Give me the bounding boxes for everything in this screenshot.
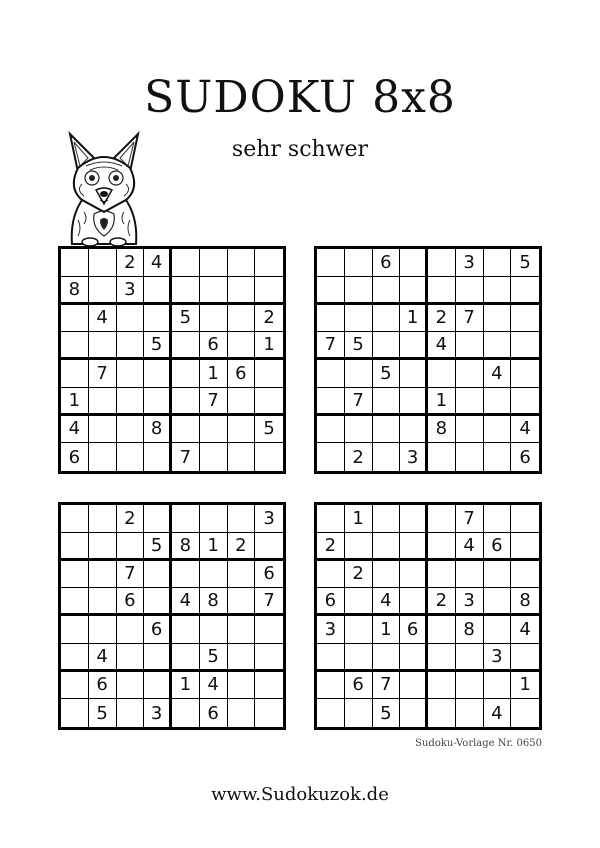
sudoku-cell	[456, 277, 484, 305]
sudoku-cell	[228, 249, 256, 277]
sudoku-cell: 5	[144, 533, 172, 561]
sudoku-cell	[484, 443, 512, 471]
sudoku-cell	[511, 277, 539, 305]
sudoku-cell	[345, 533, 373, 561]
sudoku-cell	[428, 644, 456, 672]
sudoku-cell	[373, 505, 401, 533]
sudoku-cell: 4	[428, 332, 456, 360]
sudoku-cell	[373, 305, 401, 333]
sudoku-cell: 6	[144, 616, 172, 644]
sudoku-cell: 1	[400, 305, 428, 333]
sudoku-cell	[345, 249, 373, 277]
sudoku-cell: 5	[172, 305, 200, 333]
sudoku-cell	[400, 644, 428, 672]
sudoku-cell	[400, 505, 428, 533]
sudoku-cell	[172, 332, 200, 360]
sudoku-cell	[117, 616, 145, 644]
sudoku-cell	[317, 388, 345, 416]
sudoku-cell	[428, 505, 456, 533]
sudoku-cell: 6	[519, 446, 531, 468]
sudoku-cell	[255, 388, 283, 416]
sudoku-cell: 4	[61, 416, 89, 444]
sudoku-cell	[373, 332, 401, 360]
sudoku-cell	[228, 305, 256, 333]
sudoku-cell	[484, 277, 512, 305]
sudoku-cell: 6	[200, 699, 228, 727]
sudoku-cell	[200, 505, 228, 533]
sudoku-cell	[89, 277, 117, 305]
sudoku-cell	[117, 388, 145, 416]
sudoku-cell	[117, 644, 145, 672]
sudoku-cell	[255, 443, 283, 471]
sudoku-cell	[345, 305, 373, 333]
sudoku-cell	[228, 443, 256, 471]
sudoku-cell	[228, 588, 256, 616]
sudoku-cell	[255, 249, 283, 277]
sudoku-cell: 6	[484, 533, 512, 561]
sudoku-cell	[172, 249, 200, 277]
sudoku-cell: 7	[172, 443, 200, 471]
sudoku-cell: 2	[228, 533, 256, 561]
sudoku-cell	[456, 561, 484, 589]
sudoku-cell	[345, 699, 373, 727]
sudoku-cell	[456, 672, 484, 700]
sudoku-cell: 6	[61, 443, 89, 471]
sudoku-cell	[172, 505, 200, 533]
sudoku-cell: 7	[89, 360, 117, 388]
sudoku-cell	[228, 644, 256, 672]
sudoku-cell	[144, 360, 172, 388]
sudoku-cell	[400, 332, 428, 360]
sudoku-cell	[172, 616, 200, 644]
sudoku-cell: 6	[228, 360, 256, 388]
sudoku-cell	[228, 416, 256, 444]
sudoku-cell	[89, 416, 117, 444]
sudoku-cell: 4	[484, 360, 512, 388]
sudoku-cell	[117, 416, 145, 444]
sudoku-cell	[144, 505, 172, 533]
sudoku-cell	[428, 249, 456, 277]
sudoku-cell: 6	[200, 332, 228, 360]
sudoku-cell	[228, 277, 256, 305]
sudoku-cell: 4	[484, 699, 512, 727]
sudoku-cell	[89, 332, 117, 360]
sudoku-cell: 4	[456, 533, 484, 561]
sudoku-cell: 5	[144, 332, 172, 360]
sudoku-cell	[484, 388, 512, 416]
sudoku-cell	[484, 332, 512, 360]
sudoku-cell	[511, 533, 539, 561]
sudoku-cell: 1	[200, 360, 228, 388]
sudoku-cell	[428, 360, 456, 388]
sudoku-cell	[400, 388, 428, 416]
sudoku-cell	[61, 360, 89, 388]
sudoku-cell	[61, 332, 89, 360]
sudoku-cell: 8	[172, 533, 200, 561]
sudoku-cell: 5	[511, 249, 539, 277]
sudoku-cell: 4	[89, 305, 117, 333]
sudoku-cell: 2	[255, 305, 283, 333]
sudoku-cell: 1	[373, 616, 401, 644]
sudoku-cell: 8	[428, 416, 456, 444]
sudoku-cell	[511, 505, 539, 533]
sudoku-cell: 3	[456, 249, 484, 277]
sudoku-cell	[345, 644, 373, 672]
sudoku-cell: 3	[484, 644, 512, 672]
sudoku-cell	[456, 443, 484, 471]
sudoku-cell	[317, 443, 345, 471]
sudoku-cell	[172, 644, 200, 672]
sudoku-cell	[456, 388, 484, 416]
sudoku-cell: 5	[200, 644, 228, 672]
sudoku-cell: 6	[117, 588, 145, 616]
sudoku-cell	[61, 616, 89, 644]
sudoku-cell	[400, 699, 428, 727]
sudoku-cell	[89, 616, 117, 644]
sudoku-cell: 8	[144, 416, 172, 444]
sudoku-cell	[61, 249, 89, 277]
sudoku-cell	[317, 699, 345, 727]
sudoku-cell	[228, 388, 256, 416]
template-number: Sudoku-Vorlage Nr. 0650	[415, 738, 542, 749]
sudoku-cell	[373, 443, 401, 471]
sudoku-cell: 6	[373, 249, 401, 277]
sudoku-cell	[144, 443, 172, 471]
sudoku-cell	[484, 249, 512, 277]
sudoku-cell: 7	[200, 388, 228, 416]
fox-mandala-icon	[56, 128, 152, 246]
sudoku-cell: 5	[345, 332, 373, 360]
sudoku-cell	[484, 561, 512, 589]
sudoku-cell	[484, 672, 512, 700]
sudoku-cell: 4	[373, 588, 401, 616]
sudoku-cell	[400, 588, 428, 616]
sudoku-cell	[317, 416, 345, 444]
sudoku-cell: 1	[428, 388, 456, 416]
page-title: SUDOKU 8x8	[144, 72, 456, 123]
sudoku-cell: 7	[317, 332, 345, 360]
sudoku-cell	[484, 416, 512, 444]
sudoku-cell	[89, 561, 117, 589]
sudoku-cell	[200, 616, 228, 644]
sudoku-cell	[255, 699, 283, 727]
sudoku-cell	[373, 388, 401, 416]
sudoku-cell	[172, 416, 200, 444]
sudoku-cell	[511, 332, 539, 360]
sudoku-cell: 2	[428, 588, 456, 616]
sudoku-cell	[228, 332, 256, 360]
sudoku-cell	[317, 505, 345, 533]
sudoku-cell: 4	[144, 249, 172, 277]
sudoku-cell	[400, 277, 428, 305]
sudoku-cell	[317, 249, 345, 277]
sudoku-cell	[317, 305, 345, 333]
sudoku-cell	[61, 305, 89, 333]
sudoku-cell	[345, 588, 373, 616]
sudoku-cell	[200, 305, 228, 333]
sudoku-cell	[400, 561, 428, 589]
sudoku-cell	[345, 360, 373, 388]
sudoku-cell: 2	[317, 533, 345, 561]
sudoku-cell: 7	[456, 505, 484, 533]
sudoku-cell: 5	[89, 699, 117, 727]
sudoku-grid-1	[58, 246, 286, 474]
sudoku-cell	[456, 416, 484, 444]
sudoku-cell	[317, 644, 345, 672]
sudoku-cell: 4	[511, 616, 539, 644]
sudoku-cell	[317, 561, 345, 589]
sudoku-cell	[456, 332, 484, 360]
sudoku-cell	[117, 672, 145, 700]
sudoku-cell: 5	[373, 360, 401, 388]
sudoku-cell: 8	[456, 616, 484, 644]
sudoku-cell	[255, 533, 283, 561]
sudoku-cell	[317, 672, 345, 700]
sudoku-cell	[255, 360, 283, 388]
sudoku-cell	[400, 416, 428, 444]
sudoku-cell: 6	[317, 588, 345, 616]
sudoku-cell	[144, 672, 172, 700]
sudoku-cell	[484, 305, 512, 333]
sudoku-cell	[317, 277, 345, 305]
sudoku-cell: 1	[61, 388, 89, 416]
sudoku-cell: 6	[89, 672, 117, 700]
sudoku-cell	[89, 388, 117, 416]
sudoku-cell	[456, 360, 484, 388]
sudoku-cell	[117, 699, 145, 727]
sudoku-cell	[484, 505, 512, 533]
sudoku-grid-4	[314, 502, 542, 730]
sudoku-cell: 3	[117, 277, 145, 305]
sudoku-cell: 3	[456, 588, 484, 616]
sudoku-cell: 8	[200, 588, 228, 616]
sudoku-cell	[200, 249, 228, 277]
sudoku-cell	[373, 416, 401, 444]
sudoku-cell	[255, 616, 283, 644]
sudoku-cell: 1	[511, 672, 539, 700]
sudoku-cell: 6	[400, 616, 428, 644]
sudoku-cell	[428, 561, 456, 589]
sudoku-cell: 7	[255, 588, 283, 616]
sudoku-cell: 4	[511, 416, 539, 444]
sudoku-cell	[456, 699, 484, 727]
sudoku-cell	[228, 699, 256, 727]
sudoku-cell: 7	[345, 388, 373, 416]
sudoku-cell	[511, 305, 539, 333]
sudoku-cell	[117, 533, 145, 561]
sudoku-cell	[400, 533, 428, 561]
sudoku-cell	[144, 561, 172, 589]
sudoku-cell	[61, 699, 89, 727]
sudoku-cell	[456, 644, 484, 672]
sudoku-cell	[61, 533, 89, 561]
sudoku-cell	[400, 672, 428, 700]
sudoku-cell	[61, 672, 89, 700]
sudoku-cell	[345, 277, 373, 305]
sudoku-cell	[511, 699, 539, 727]
sudoku-cell	[373, 644, 401, 672]
sudoku-cell	[317, 360, 345, 388]
sudoku-cell: 8	[61, 277, 89, 305]
sudoku-cell: 1	[345, 505, 373, 533]
sudoku-cell: 2	[117, 505, 145, 533]
sudoku-cell	[172, 699, 200, 727]
sudoku-cell: 3	[317, 616, 345, 644]
sudoku-cell	[400, 360, 428, 388]
sudoku-cell: 5	[255, 416, 283, 444]
sudoku-cell	[428, 533, 456, 561]
sudoku-cell	[172, 360, 200, 388]
sudoku-cell	[117, 305, 145, 333]
sudoku-cell	[144, 388, 172, 416]
sudoku-cell: 1	[200, 533, 228, 561]
difficulty-subtitle: sehr schwer	[231, 137, 369, 162]
sudoku-cell	[400, 249, 428, 277]
sudoku-cell	[373, 533, 401, 561]
sudoku-cell: 4	[200, 672, 228, 700]
sudoku-cell	[484, 616, 512, 644]
sudoku-cell	[345, 416, 373, 444]
sudoku-cell: 2	[428, 305, 456, 333]
sudoku-cell: 1	[255, 332, 283, 360]
sudoku-cell	[200, 277, 228, 305]
sudoku-cell: 3	[400, 443, 428, 471]
sudoku-cell: 7	[117, 561, 145, 589]
sudoku-cell: 7	[456, 305, 484, 333]
sudoku-cell	[200, 416, 228, 444]
sudoku-cell	[61, 588, 89, 616]
sudoku-cell	[89, 505, 117, 533]
sudoku-cell	[117, 443, 145, 471]
sudoku-cell	[511, 360, 539, 388]
website-url: www.Sudokuzok.de	[211, 784, 389, 805]
sudoku-cell	[172, 561, 200, 589]
sudoku-cell	[345, 616, 373, 644]
sudoku-cell	[511, 561, 539, 589]
sudoku-cell	[511, 644, 539, 672]
sudoku-cell: 6	[345, 672, 373, 700]
sudoku-cell	[61, 561, 89, 589]
sudoku-cell	[255, 644, 283, 672]
sudoku-cell	[428, 277, 456, 305]
sudoku-cell	[255, 277, 283, 305]
sudoku-cell	[89, 249, 117, 277]
sudoku-cell	[255, 672, 283, 700]
sudoku-cell	[428, 672, 456, 700]
sudoku-cell: 5	[373, 699, 401, 727]
sudoku-cell	[228, 561, 256, 589]
sudoku-cell: 4	[89, 644, 117, 672]
sudoku-cell	[117, 332, 145, 360]
sudoku-cell	[200, 443, 228, 471]
sudoku-cell	[144, 644, 172, 672]
sudoku-cell	[144, 305, 172, 333]
sudoku-cell: 2	[117, 249, 145, 277]
sudoku-cell: 3	[144, 699, 172, 727]
sudoku-cell	[61, 644, 89, 672]
sudoku-cell	[89, 443, 117, 471]
sudoku-cell: 3	[255, 505, 283, 533]
sudoku-cell: 7	[373, 672, 401, 700]
sudoku-grid-2	[314, 246, 542, 474]
sudoku-cell	[61, 505, 89, 533]
sudoku-cell	[144, 277, 172, 305]
sudoku-cell	[428, 616, 456, 644]
sudoku-cell	[228, 616, 256, 644]
sudoku-cell	[172, 277, 200, 305]
sudoku-cell	[89, 533, 117, 561]
sudoku-cell	[172, 388, 200, 416]
sudoku-cell	[89, 588, 117, 616]
sudoku-cell: 6	[255, 561, 283, 589]
sudoku-grid-3	[58, 502, 286, 730]
sudoku-cell	[228, 505, 256, 533]
sudoku-cell: 2	[345, 443, 373, 471]
sudoku-cell: 1	[172, 672, 200, 700]
sudoku-cell	[373, 277, 401, 305]
sudoku-cell	[511, 388, 539, 416]
sudoku-cell	[228, 672, 256, 700]
sudoku-cell: 2	[345, 561, 373, 589]
sudoku-cell	[428, 699, 456, 727]
sudoku-cell	[484, 588, 512, 616]
sudoku-cell	[117, 360, 145, 388]
sudoku-cell: 8	[511, 588, 539, 616]
sudoku-cell: 4	[172, 588, 200, 616]
sudoku-cell	[200, 561, 228, 589]
sudoku-cell	[144, 588, 172, 616]
sudoku-cell	[373, 561, 401, 589]
sudoku-cell	[428, 443, 456, 471]
